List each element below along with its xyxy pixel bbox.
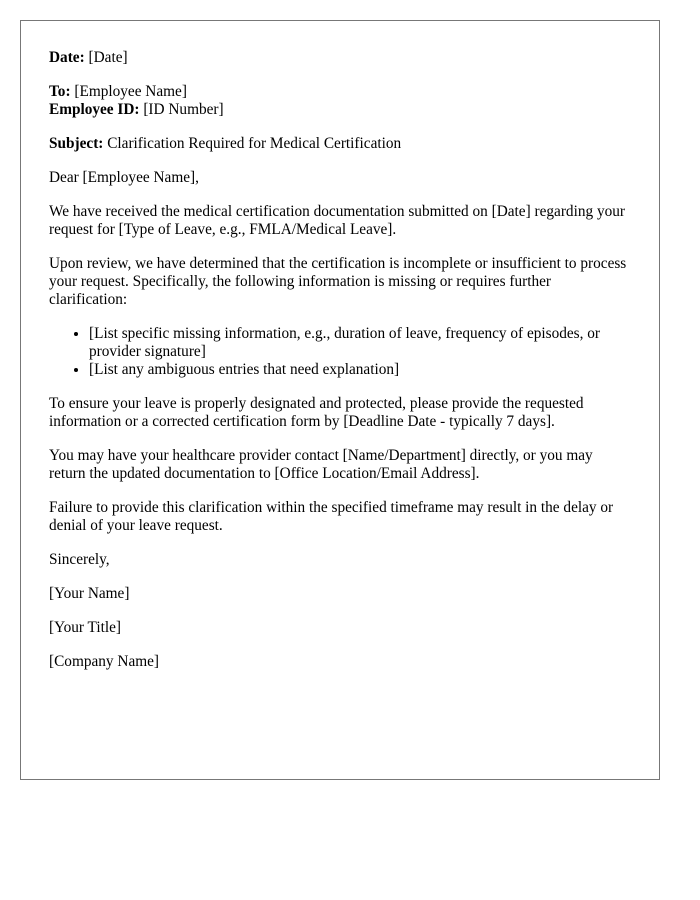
subject-line (49, 135, 631, 153)
salutation: Dear [Employee Name], (49, 169, 199, 186)
paragraph-contact: You may have your healthcare provider contact [Name/Department] directly, or you may return the updated documentation to [Office Location/Email Address]. (49, 447, 593, 482)
to-label: To: (49, 83, 71, 100)
paragraph-received: We have received the medical certification documentation submitted on [Date] regarding your request for [Type of Leave, e.g., FMLA/Medical Leave]. (49, 203, 625, 238)
signature-name: [Your Name] (49, 585, 130, 602)
date-value: [Date] (88, 49, 128, 66)
subject-value: Clarification Required for Medical Certification (107, 135, 402, 152)
list-item: • [List specific missing information, e.g., duration of leave, frequency of episodes, or provider signature] (89, 325, 631, 361)
employee-id-label: Employee ID: (49, 101, 140, 118)
to-line (49, 83, 631, 101)
signature-title: [Your Title] (49, 619, 121, 636)
missing-info-list (49, 325, 631, 379)
employee-id-value: [ID Number] (143, 101, 224, 118)
subject-label: Subject: (49, 135, 104, 152)
sign-off: Sincerely, (49, 551, 110, 568)
signature-company: [Company Name] (49, 653, 160, 670)
paragraph-review: Upon review, we have determined that the certification is incomplete or insufficient to process your request. Specifically, the following information is missing or requires further clarification: (49, 255, 627, 308)
paragraph-warning: Failure to provide this clarification within the specified timeframe may result in the delay or denial of your leave request. (49, 499, 614, 534)
date-label: Date: (49, 49, 85, 66)
paragraph-deadline: To ensure your leave is properly designated and protected, please provide the requested information or a corrected certification form by [Deadline Date - typically 7 days]. (49, 395, 584, 430)
list-item: • [List any ambiguous entries that need explanation] (89, 361, 631, 379)
employee-id-line (49, 101, 631, 119)
letter-page (20, 20, 660, 780)
to-value: [Employee Name] (74, 83, 187, 100)
date-line (49, 49, 631, 67)
